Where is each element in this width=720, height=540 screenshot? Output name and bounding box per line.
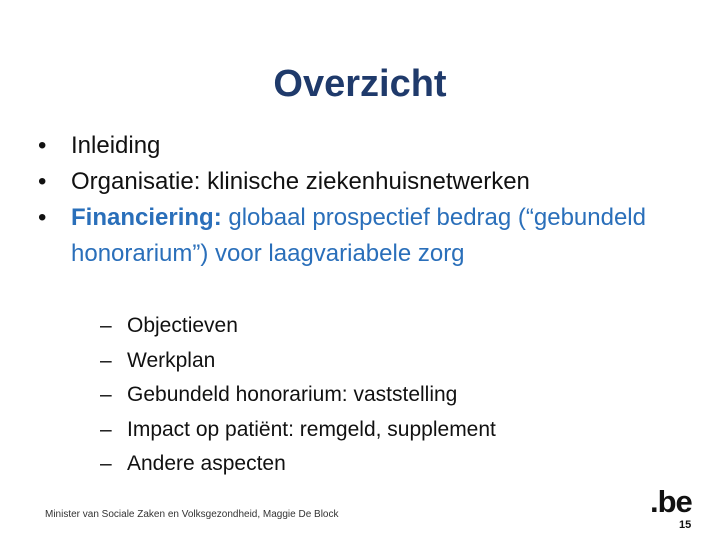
sub-bullet-text: Werkplan (127, 348, 216, 372)
sub-bullet-item (100, 344, 496, 379)
bullet-text: globaal prospectief bedrag (“gebundeld honorarium”) voor laagvariabele zorg (71, 204, 646, 267)
bullet-dot-icon: • (38, 168, 47, 195)
sub-bullet-item (100, 378, 496, 413)
bullet-lead-text: Financiering: (71, 204, 222, 231)
sub-bullet-text: Objectieven (127, 314, 238, 337)
footer-text: Minister van Sociale Zaken en Volksgezondheid, Maggie De Block (45, 509, 339, 520)
dash-icon: – (100, 452, 112, 475)
sub-bullet-item (100, 309, 496, 344)
bullet-text: Inleiding (71, 132, 161, 159)
be-logo: .be (650, 484, 692, 519)
dash-icon: – (100, 348, 112, 372)
sub-bullet-text: Impact op patiënt: remgeld, supplement (127, 417, 496, 441)
bullet-dot-icon: • (38, 204, 47, 231)
dash-icon: – (100, 314, 112, 337)
bullet-item (38, 164, 678, 200)
sub-bullet-item (100, 447, 496, 482)
bullet-item (38, 128, 678, 164)
dash-icon: – (100, 383, 112, 406)
sub-bullet-item (100, 413, 496, 448)
bullet-text: Organisatie: klinische ziekenhuisnetwerken (71, 168, 530, 195)
bullet-list (38, 128, 678, 272)
bullet-dot-icon: • (38, 132, 47, 159)
sub-bullet-text: Andere aspecten (127, 452, 286, 475)
bullet-item-highlighted (38, 200, 661, 272)
page-number: 15 (679, 519, 692, 531)
dash-icon: – (100, 417, 112, 441)
sub-bullet-list (100, 309, 496, 482)
sub-bullet-text: Gebundeld honorarium: vaststelling (127, 383, 458, 406)
slide-title: Overzicht (273, 63, 447, 105)
